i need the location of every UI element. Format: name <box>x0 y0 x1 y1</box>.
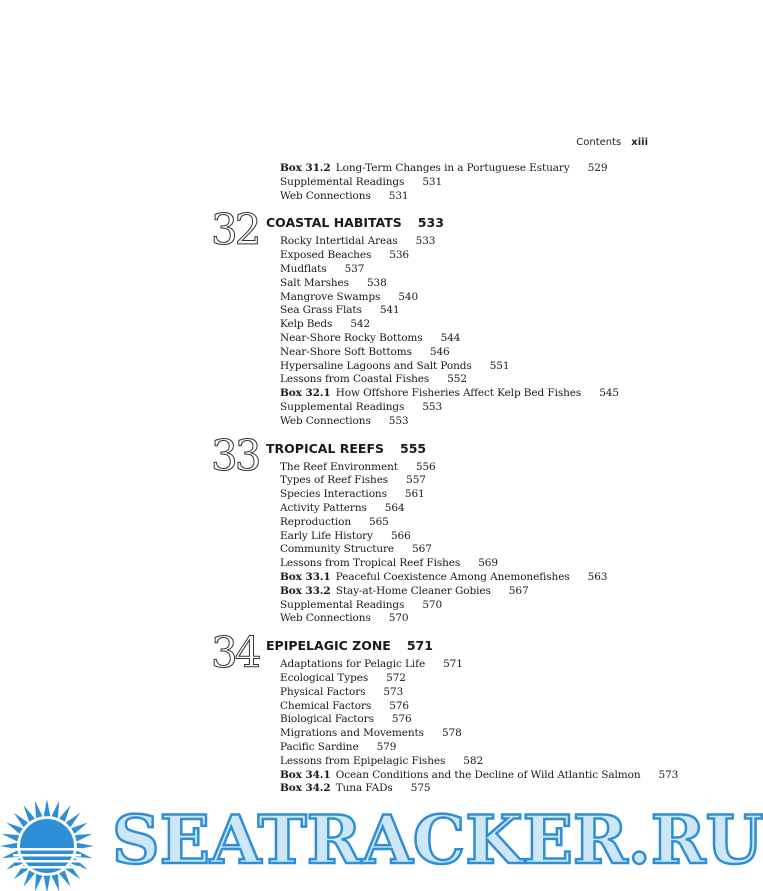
toc-entry-page: 564 <box>384 502 405 514</box>
toc-entry <box>280 585 529 599</box>
toc-entry <box>280 176 442 190</box>
toc-entry-page: 551 <box>489 359 510 372</box>
toc-entry <box>280 318 370 332</box>
sun-wave-line <box>13 848 81 851</box>
toc-entry <box>280 755 483 769</box>
box-label: Box 31.2 <box>280 162 331 174</box>
toc-entry <box>280 530 411 544</box>
toc-entry-text: Web Connections <box>280 612 371 625</box>
toc-entry-text: Reproduction <box>280 515 352 528</box>
toc-entry-page: 571 <box>443 658 463 671</box>
toc-entry <box>280 543 432 557</box>
toc-entry-page: 556 <box>415 460 436 473</box>
sun-ray <box>75 834 92 842</box>
toc-entry-text: Sea Grass Flats <box>280 304 362 317</box>
chapter-number: 32 <box>211 205 259 255</box>
toc-entry-page: 529 <box>587 162 608 174</box>
running-head-page: xiii <box>631 137 648 148</box>
toc-entry-text: Lessons from Epipelagic Fishes <box>280 754 446 767</box>
toc-entry-page: 544 <box>440 332 461 344</box>
box-label: Box 33.1 <box>280 571 331 583</box>
chapter-title-text: EPIPELAGIC ZONE <box>266 638 391 654</box>
toc-entry-page: 573 <box>383 685 404 698</box>
toc-entry <box>280 516 389 530</box>
toc-entry-text: Long-Term Changes in a Portuguese Estuary <box>335 162 570 174</box>
toc-entry <box>280 190 408 204</box>
toc-entry-text: Lessons from Tropical Reef Fishes <box>280 557 461 570</box>
toc-entry <box>280 373 467 387</box>
sun-wave-line <box>13 860 81 863</box>
toc-entry-page: 553 <box>422 401 443 413</box>
toc-entry-page: 531 <box>388 189 409 202</box>
chapter-title <box>266 441 426 456</box>
sun-wave-line <box>13 866 81 869</box>
toc-entry-page: 565 <box>369 515 389 528</box>
toc-entry-text: Kelp Beds <box>280 318 333 331</box>
toc-entry <box>280 502 405 516</box>
chapter-title <box>266 638 433 653</box>
toc-entry-page: 545 <box>599 387 619 400</box>
toc-entry <box>280 727 462 741</box>
toc-entry-text: Adaptations for Pelagic Life <box>280 658 426 671</box>
toc-entry-text: Rocky Intertidal Areas <box>280 235 398 248</box>
toc-entry-text: Early Life History <box>280 529 373 542</box>
toc-entry-text: Near-Shore Soft Bottoms <box>280 345 412 358</box>
sun-ray <box>35 874 43 891</box>
toc-entry <box>280 571 607 585</box>
box-label: Box 33.2 <box>280 584 331 597</box>
chapter-page: 571 <box>406 638 433 654</box>
toc-entry-text: Pacific Sardine <box>280 741 359 753</box>
toc-entry-text: Mangrove Swamps <box>280 290 381 303</box>
sun-ray <box>52 801 60 818</box>
toc-entry-page: 570 <box>388 612 409 625</box>
toc-entry-text: Web Connections <box>280 414 371 427</box>
sun-ray <box>24 870 35 887</box>
toc-entry-text: Web Connections <box>280 189 371 202</box>
toc-entry <box>280 488 425 502</box>
toc-entry-page: 569 <box>478 557 498 570</box>
toc-entry-text: Community Structure <box>280 543 395 556</box>
toc-entry-text: Migrations and Movements <box>280 727 424 740</box>
toc-entry-text: Mudflats <box>280 263 327 275</box>
toc-entry <box>280 346 450 360</box>
sun-ray <box>44 876 51 891</box>
toc-entry <box>280 235 435 249</box>
toc-entry <box>280 612 408 626</box>
box-label: Box 34.2 <box>280 782 331 795</box>
toc-entry <box>280 249 409 263</box>
sun-ray <box>14 813 28 827</box>
toc-entry-page: 566 <box>390 529 411 542</box>
sun-ray <box>59 805 70 822</box>
chapter-title-text: COASTAL HABITATS <box>266 215 402 231</box>
toc-entry <box>280 332 460 346</box>
toc-entry <box>280 599 442 613</box>
toc-entry-page: 567 <box>508 584 529 597</box>
toc-entry <box>280 277 387 291</box>
toc-entry <box>280 769 678 783</box>
sun-ray <box>71 823 88 834</box>
chapter-number: 33 <box>211 430 259 480</box>
toc-entry-page: 536 <box>389 249 409 262</box>
toc-entry-text: Supplemental Readings <box>280 401 405 413</box>
toc-entry-text: Physical Factors <box>280 685 366 698</box>
toc-entry-text: Near-Shore Rocky Bottoms <box>280 332 423 344</box>
sun-ray <box>44 799 51 816</box>
toc-entry-text: Chemical Factors <box>280 699 372 712</box>
watermark-text: SEATRACKER.RU <box>112 801 763 879</box>
toc-entry <box>280 360 509 374</box>
toc-entry-page: 572 <box>386 672 406 684</box>
toc-entry-page: 557 <box>406 474 426 487</box>
toc-entry <box>280 686 403 700</box>
toc-entry-text: How Offshore Fisheries Affect Kelp Bed Fishes <box>335 387 582 400</box>
toc-entry-text: Salt Marshes <box>280 276 349 289</box>
toc-entry-text: Supplemental Readings <box>280 175 405 188</box>
running-head-label: Contents <box>576 137 622 148</box>
toc-entry-text: Lessons from Coastal Fishes <box>280 373 430 386</box>
toc-entry <box>280 700 409 714</box>
toc-entry-text: Types of Reef Fishes <box>280 474 389 487</box>
toc-entry <box>280 658 463 672</box>
toc-entry-page: 575 <box>410 782 431 795</box>
toc-entry-page: 576 <box>389 699 409 712</box>
toc-entry <box>280 474 426 488</box>
toc-entry-page: 578 <box>441 727 462 740</box>
toc-entry-page: 542 <box>350 318 371 331</box>
toc-entry <box>280 672 406 686</box>
toc-entry <box>280 162 607 176</box>
toc-entry-text: Biological Factors <box>280 713 374 726</box>
toc-entry-page: 576 <box>391 713 412 726</box>
toc-entry-page: 570 <box>422 598 443 611</box>
sun-ray <box>35 801 43 818</box>
toc-entry-text: Stay-at-Home Cleaner Gobies <box>335 584 491 597</box>
toc-entry-page: 582 <box>463 754 484 767</box>
toc-entry <box>280 557 498 571</box>
toc-entry-text: Tuna FADs <box>335 782 393 795</box>
toc-entry-text: Species Interactions <box>280 488 387 501</box>
toc-entry-page: 538 <box>366 276 387 289</box>
toc-entry <box>280 304 400 318</box>
toc-entry-text: Hypersaline Lagoons and Salt Ponds <box>280 359 472 372</box>
toc-entry <box>280 263 364 277</box>
toc-entry-page: 540 <box>398 290 419 303</box>
toc-entry-page: 573 <box>658 768 679 781</box>
box-label: Box 34.1 <box>280 768 331 781</box>
sun-ray <box>6 823 23 834</box>
sun-ray <box>24 805 35 822</box>
sun-ray <box>52 874 60 891</box>
toc-entry <box>280 713 412 727</box>
sun-disc <box>20 819 74 873</box>
toc-entry-page: 579 <box>376 741 397 753</box>
toc-entry-text: Activity Patterns <box>280 502 367 514</box>
sun-ray <box>66 813 80 827</box>
chapter-page: 533 <box>417 215 444 231</box>
toc-entry <box>280 291 418 305</box>
toc-entry <box>280 415 408 429</box>
toc-entry-page: 552 <box>447 373 467 386</box>
toc-entry <box>280 461 436 475</box>
toc-entry-page: 553 <box>388 414 409 427</box>
sun-wave-line <box>13 854 81 857</box>
sun-ray <box>2 834 19 842</box>
toc-entry-text: The Reef Environment <box>280 460 398 473</box>
toc-entry-page: 546 <box>429 345 450 358</box>
toc-entry-text: Supplemental Readings <box>280 598 405 611</box>
toc-entry-text: Peaceful Coexistence Among Anemonefishes <box>335 571 570 583</box>
toc-entry <box>280 401 442 415</box>
toc-entry-text: Ecological Types <box>280 672 369 684</box>
toc-entry-page: 561 <box>404 488 425 501</box>
toc-entry-page: 537 <box>344 263 365 275</box>
toc-entry <box>280 387 619 401</box>
box-label: Box 32.1 <box>280 387 331 400</box>
chapter-page: 555 <box>400 440 427 456</box>
chapter-title <box>266 215 444 230</box>
toc-entry-page: 563 <box>587 571 608 583</box>
toc-entry-text: Ocean Conditions and the Decline of Wild Atlantic Salmon <box>335 768 641 781</box>
toc-entry-page: 541 <box>379 304 400 317</box>
toc-entry-text: Exposed Beaches <box>280 249 372 262</box>
toc-entry <box>280 741 396 755</box>
toc-entry-page: 533 <box>415 235 436 248</box>
running-head <box>576 137 648 148</box>
toc-entry-page: 531 <box>422 175 443 188</box>
chapter-title-text: TROPICAL REEFS <box>266 440 384 456</box>
sun-ray <box>59 870 70 887</box>
toc-entry-page: 567 <box>412 543 432 556</box>
chapter-number: 34 <box>211 628 259 678</box>
